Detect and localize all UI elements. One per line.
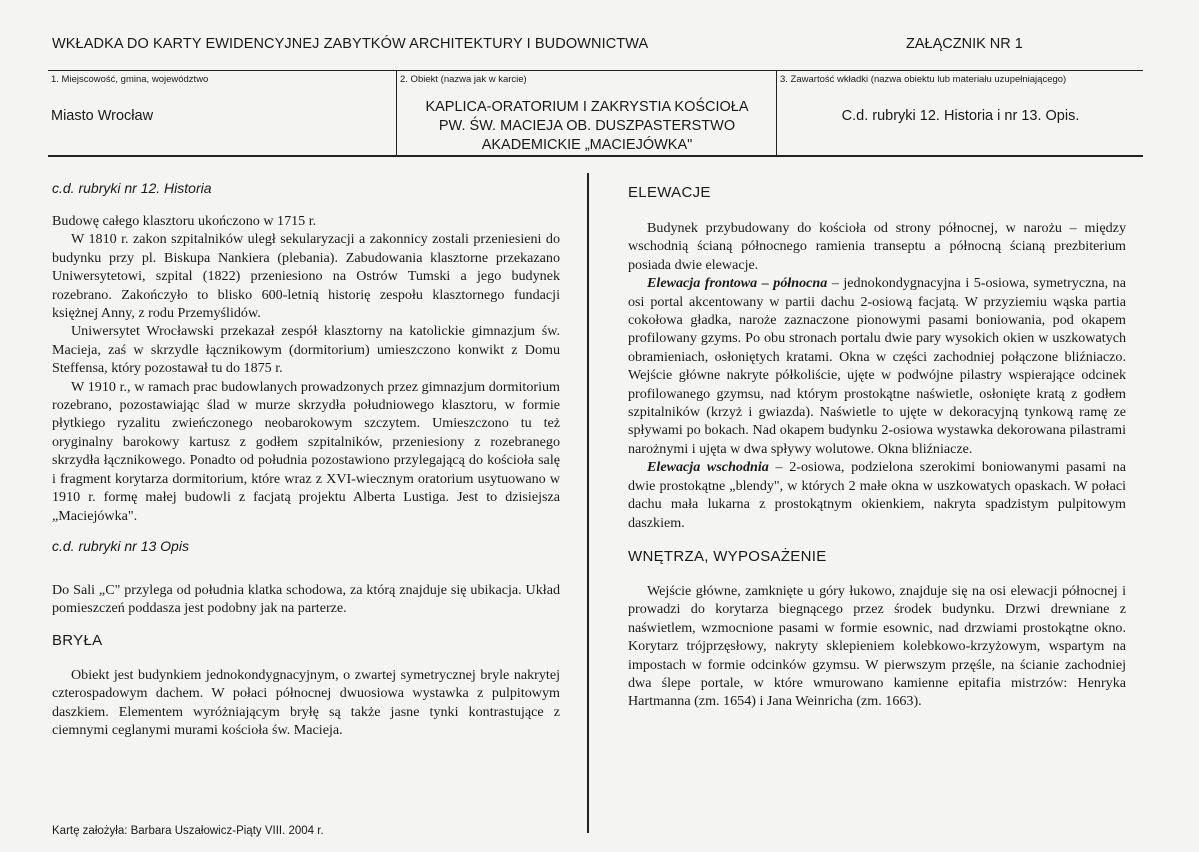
description-paragraph: Do Sali „C" przylega od południa klatka schodowa, za którą znajduje się ubikacja. Układ pomieszczeń poddasza jest podobny jak na parterze. — [52, 581, 560, 617]
contents-label: 3. Zawartość wkładki (nazwa obiektu lub materiału uzupełniającego) — [780, 74, 1067, 85]
history-text — [52, 212, 560, 525]
east-elevation-paragraph — [628, 458, 1126, 532]
elewacje-heading: ELEWACJE — [628, 184, 711, 201]
location-label: 1. Miejscowość, gmina, województwo — [51, 74, 209, 85]
front-elevation-label: Elewacja frontowa – północna — [647, 275, 828, 292]
description-text — [52, 581, 560, 618]
east-elevation-text: – 2-osiowa, podzielona szerokimi boniowanymi pasami na dwie prostokątne „blendy", w których 2 małe okna w uszkowatych opaskach. W połaci dachu mała lukarna z prostokątnym okienkiem, nakryta spadzistym pulpitowym daszkiem. — [628, 459, 1127, 531]
object-value — [397, 98, 777, 155]
object-label: 2. Obiekt (nazwa jak w karcie) — [400, 74, 527, 85]
history-paragraph: W 1910 r., w ramach prac budowlanych prowadzonych przez gimnazjum dormitorium rozebrano, pozostawiając ślad w murze skrzydła południowego klasztoru, w formie płytkiego ryzalitu zwieńczonego neobarokowym szczytem. Umieszczono tu też oryginalny barokowy kartusz z godłem szpitalników, przeniesiony z rozebranego skrzydła łącznikowego. Ponadto od południa pozostawiono przylegającą do kościoła salę i fragment korytarza dormitorium, które wraz z XVI-wiecznym oratorium usytuowano w 1910 r. formę małej budowli z facjatą projektu Alberta Lustiga. Jest to dzisiejsza „Maciejówka". — [52, 378, 560, 524]
history-paragraph: W 1810 r. zakon szpitalników uległ sekularyzacji a zakonnicy zostali przeniesieni do budynku przy pl. Biskupa Nankiera (plebania). Zabudowania klasztorne przekazano Uniwersytetowi, szpital (1822) przeniesiono na Ostrów Tumski a jego budynek rozebrano. Zakończyło to blisko 600-letnią historię zespołu klasztornego fundacji księżnej Anny, z rodu Przemyślidów. — [52, 231, 560, 322]
description-heading: c.d. rubryki nr 13 Opis — [52, 537, 189, 554]
wnetrza-paragraph: Wejście główne, zamknięte u góry łukowo, znajduje się na osi elewacji północnej i prowadzi do korytarza biegnącego przez środek budynku. Drzwi drewniane z naświetlem, wzmocnione pasami w formie esownic, nad drzwiami prostokątne okno. Korytarz trójprzęsłowy, nakryty sklepieniem kolebkowo-krzyżowym, wspartym na impostach w formie odcinków gzymsu. W pierwszym przęśle, na ścianie zachodniej dwa ślepe portale, w które wmurowano kamienne epitafia mistrzów: Henryka Hartmanna (zm. 1654) i Jana Weinricha (zm. 1663). — [628, 582, 1126, 710]
contents-cell — [776, 71, 1144, 155]
document-title: WKŁADKA DO KARTY EWIDENCYJNEJ ZABYTKÓW ARCHITEKTURY I BUDOWNICTWA — [52, 36, 649, 52]
metadata-table — [48, 70, 1143, 157]
elewacje-text — [628, 219, 1126, 532]
location-value: Miasto Wrocław — [51, 108, 154, 124]
wnetrza-heading: WNĘTRZA, WYPOSAŻENIE — [628, 547, 827, 565]
annex-number: ZAŁĄCZNIK NR 1 — [906, 36, 1023, 52]
history-paragraph: Budowę całego klasztoru ukończono w 1715 r. — [52, 213, 317, 229]
front-elevation-paragraph — [628, 274, 1126, 458]
front-elevation-text: – jednokondygnacyjna i 5-osiowa, symetryczna, na osi portal akcentowany w partii dachu 2-osiową facjatą. W przyziemiu wąska partia cokołowa gładka, naroże zaznaczone pionowymi pasami boniowania, pod okapem profilowany gzyms. Po obu stronach portalu dwie pary wysokich okien w uszkowatych obramieniach, osłoniętych kratami. Okna w części zachodniej połączone bliźniaczo. Wejście główne nakryte półkoliście, ujęte w podwójne pilastry wspierające odcinek profilowanego gzymsu, nad którym prostokątne naświetle, osłonięte kratą z godłem szpitalników (krzyż i gwiazda). Naświetle to ujęte w dekoracyjną tynkową ramę ze spływami po bokach. Nad okapem budynku 2-osiowa wystawka dekorowana pilastrami narożnymi i ujęta w dwa spływy wolutowe. Okna bliźniacze. — [628, 275, 1126, 457]
object-value-line2: PW. ŚW. MACIEJA OB. DUSZPASTERSTWO — [438, 118, 736, 134]
wnetrza-text — [628, 582, 1126, 711]
east-elevation-label: Elewacja wschodnia — [647, 459, 769, 476]
history-paragraph: Uniwersytet Wrocławski przekazał zespół klasztorny na katolickie gimnazjum św. Macieja, zaś w skrzydle łącznikowym (dormitorium) umieszczono konwikt z Domu Steffensa, który pozostawał tu do 1875 r. — [52, 323, 560, 377]
elewacje-paragraph: Budynek przybudowany do kościoła od strony północnej, w narożu – między wschodnią ścianą północnego ramienia transeptu a północną ścianą prezbiterium posiada dwie elewacje. — [628, 220, 1126, 273]
bryla-text — [52, 666, 560, 740]
bryla-paragraph: Obiekt jest budynkiem jednokondygnacyjnym, o zwartej symetrycznej bryle nakrytej czterospadowym dachem. W połaci północnej dwuosiowa wystawka z pulpitowym daszkiem. Elementem wyróżniającym bryłę są także jasne tynki kontrastujące z ciemnymi ceglanymi murami kościoła św. Macieja. — [52, 666, 560, 738]
object-cell — [396, 71, 777, 155]
column-divider — [587, 173, 589, 833]
author-footer: Kartę założyła: Barbara Uszałowicz-Piąty VIII. 2004 r. — [52, 825, 324, 837]
object-value-line3: AKADEMICKIE „MACIEJÓWKA" — [481, 137, 693, 153]
right-column — [628, 176, 1126, 711]
contents-value: C.d. rubryki 12. Historia i nr 13. Opis. — [841, 108, 1080, 124]
bryla-heading: BRYŁA — [52, 631, 103, 649]
left-column — [52, 176, 560, 739]
location-cell — [48, 71, 396, 155]
history-heading: c.d. rubryki nr 12. Historia — [52, 180, 212, 196]
object-value-line1: KAPLICA-ORATORIUM I ZAKRYSTIA KOŚCIOŁA — [425, 99, 749, 115]
